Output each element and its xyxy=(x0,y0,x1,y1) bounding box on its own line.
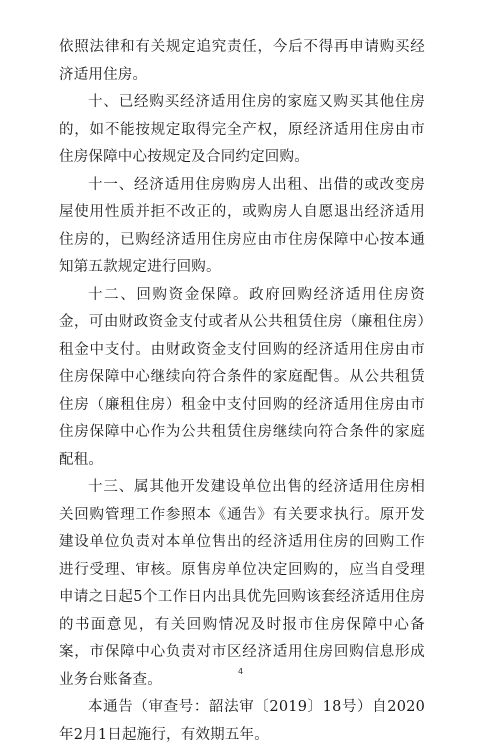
paragraph-article-11: 十一、经济适用住房购房人出租、出借的或改变房屋使用性质并拒不改正的，或购房人自愿退出经济适用住房的，已购经济适用住房应由市住房保障中心按本通知第五款规定进行回购。 xyxy=(59,176,425,275)
paragraph-article-13: 十三、属其他开发建设单位出售的经济适用住房相关回购管理工作参照本《通告》有关要求执行。原开发建设单位负责对本单位售出的经济适用住房的回购工作进行受理、审核。原售房单位决定回购的，应当自受理申请之日起5个工作日内出具优先回购该套经济适用住房的书面意见，有关回购情况及时报市住房保障中心备案，市保障中心负责对市区经济适用住房回购信息形成业务台账备查。 xyxy=(59,479,425,688)
paragraph-effective-date: 本通告（审查号：韶法审〔2019〕18号）自2020年2月1日起施行，有效期五年。 xyxy=(59,699,425,743)
body-text xyxy=(59,34,425,749)
paragraph-article-12: 十二、回购资金保障。政府回购经济适用住房资金，可由财政资金支付或者从公共租赁住房（廉租住房）租金中支付。由财政资金支付回购的经济适用住房由市住房保障中心继续向符合条件的家庭配售。从公共租赁住房（廉租住房）租金中支付回购的经济适用住房由市住房保障中心作为公共租赁住房继续向符合条件的家庭配租。 xyxy=(59,286,425,468)
page-number: 4 xyxy=(237,667,244,676)
paragraph-continuation: 依照法律和有关规定追究责任，今后不得再申请购买经济适用住房。 xyxy=(59,39,425,83)
paragraph-article-10: 十、已经购买经济适用住房的家庭又购买其他住房的，如不能按规定取得完全产权，原经济适用住房由市住房保障中心按规定及合同约定回购。 xyxy=(59,94,425,165)
